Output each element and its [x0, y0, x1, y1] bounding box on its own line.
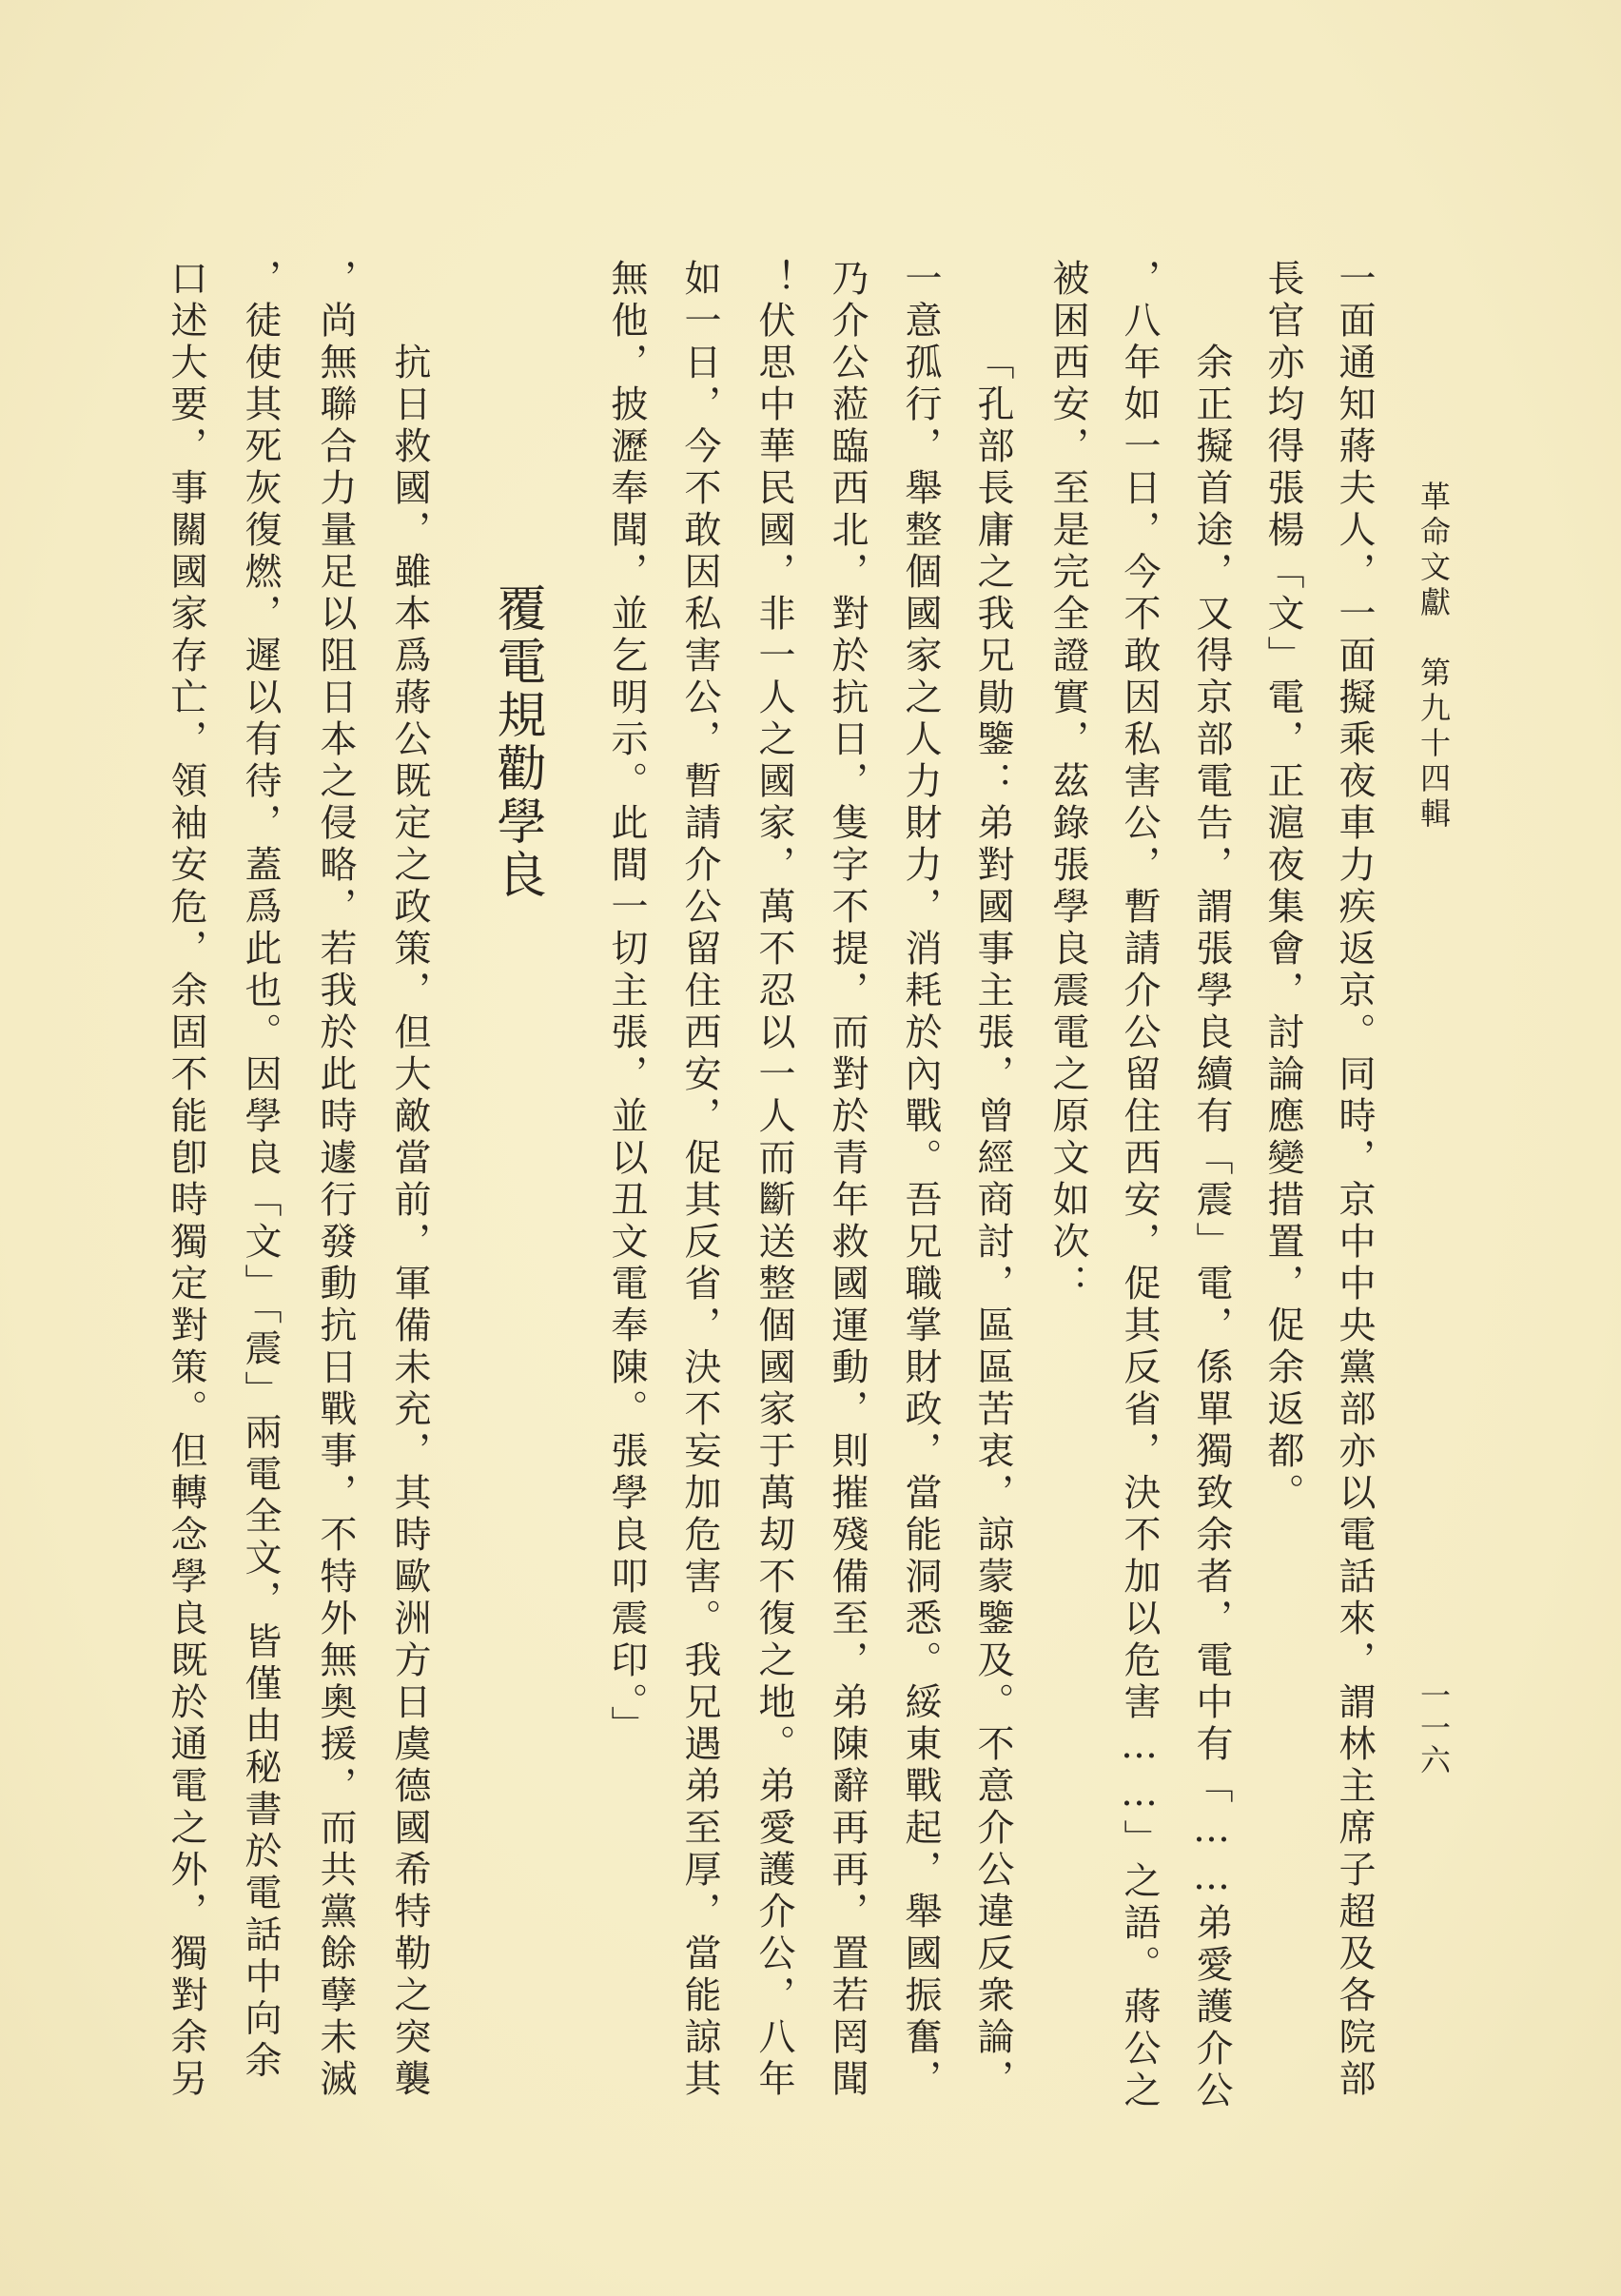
section-title: 覆電規勸學良 [488, 582, 545, 902]
text-column: ，八年如一日，今不敢因私害公，暫請介公留住西安，促其反省，決不加以危害……」之語。蔣公之 [1118, 259, 1161, 2112]
running-title: 革命文獻 第九十四輯 [1416, 481, 1452, 833]
text-column: 被困西安，至是完全證實，茲錄張學良震電之原文如次： [1046, 259, 1089, 1305]
telegram-column: 無他，披瀝奉聞，並乞明示。此間一切主張，並以丑文電奉陳。張學良叩震印。」 [605, 259, 648, 1748]
page-number: 一一六 [1416, 1679, 1452, 1776]
text-column: 一面通知蔣夫人，一面擬乘夜車力疾返京。同時，京中中央黨部亦以電話來，謂林主席子超及各院部 [1333, 259, 1376, 2101]
section-text-column: ，尚無聯合力量足以阻日本之侵略，若我於此時遽行發動抗日戰事，不特外無奧援，而共黨餘孽未滅 [314, 259, 357, 2101]
telegram-column: 一意孤行，舉整個國家之人力財力，消耗於內戰。吾兄職掌財政，當能洞悉。綏東戰起，舉國振奮， [899, 259, 942, 2101]
text-column: 長官亦均得張楊「文」電，正滬夜集會，討論應變措置，促余返都。 [1261, 259, 1304, 1515]
text-column: 余正擬首途，又得京部電告，謂張學良續有「震」電，係單獨致余者，電中有「……弟愛護介公 [1190, 343, 1233, 2112]
section-text-column: ，徒使其死灰復燃，遲以有待，蓋爲此也。因學良「文」「震」兩電全文，皆僅由秘書於電話中向余 [239, 259, 282, 2083]
section-text-column: 抗日救國，雖本爲蔣公既定之政策，但大敵當前，軍備未充，其時歐洲方日虞德國希特勒之突襲 [388, 343, 431, 2101]
telegram-column: ！伏思中華民國，非一人之國家，萬不忍以一人而斷送整個國家于萬刧不復之地。弟愛護介公，八年 [752, 259, 795, 2101]
telegram-column: 「孔部長庸之我兄勛鑒：弟對國事主張，曾經商討，區區苦衷，諒蒙鑒及。不意介公違反衆論， [971, 343, 1014, 2101]
telegram-column: 如一日，今不敢因私害公，暫請介公留住西安，促其反省，決不妄加危害。我兄遇弟至厚，當能諒其 [678, 259, 721, 2101]
section-text-column: 口述大要，事關國家存亡，領袖安危，余固不能卽時獨定對策。但轉念學良既於通電之外，獨對余另 [165, 259, 207, 2101]
telegram-column: 乃介公蒞臨西北，對於抗日，隻字不提，而對於青年救國運動，則摧殘備至，弟陳辭再再，置若罔聞 [826, 259, 869, 2101]
